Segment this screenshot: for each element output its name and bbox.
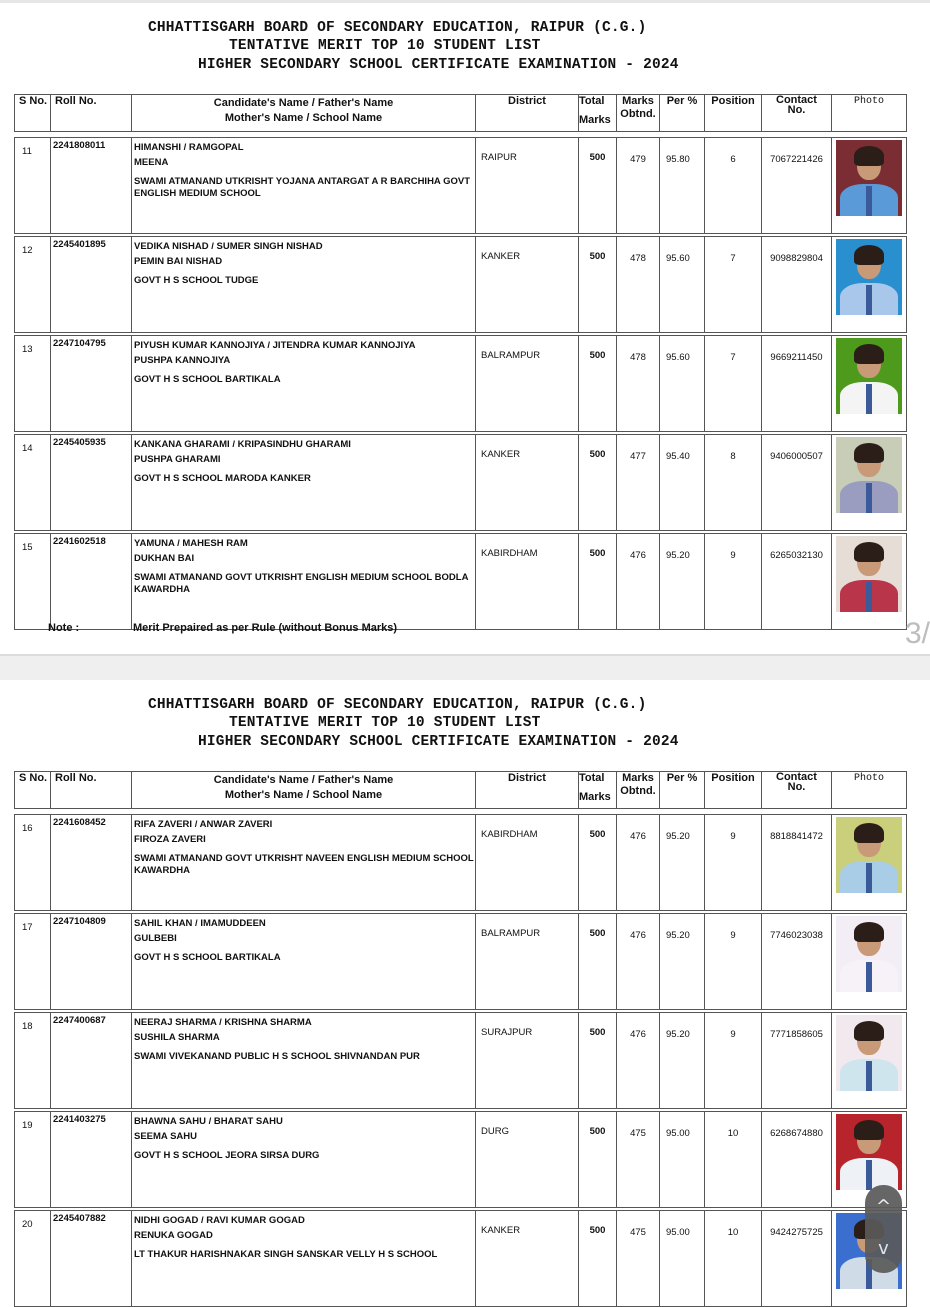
serial-number: 14 <box>15 435 51 531</box>
district: KANKER <box>476 1211 579 1307</box>
col-total-line2: Marks <box>579 791 611 803</box>
photo-tie <box>866 1160 872 1190</box>
photo-hair <box>854 922 884 942</box>
merit-table-page-1 <box>14 137 907 630</box>
district: SURAJPUR <box>476 1013 579 1109</box>
photo-cell <box>832 138 907 234</box>
page-separator <box>0 654 930 680</box>
chevron-up-icon[interactable]: ^ <box>875 1196 892 1217</box>
marks-obtained: 476 <box>617 914 660 1010</box>
serial-number: 17 <box>15 914 51 1010</box>
mother-name: GULBEBI <box>134 933 177 944</box>
percentage: 95.00 <box>660 1112 705 1208</box>
col-position: Position <box>705 772 762 809</box>
position: 7 <box>705 336 762 432</box>
school-name: GOVT H S SCHOOL TUDGE <box>134 275 259 286</box>
scroll-control[interactable] <box>865 1185 902 1273</box>
table-row <box>15 914 907 1010</box>
total-marks: 500 <box>579 1112 617 1208</box>
marks-obtained: 478 <box>617 336 660 432</box>
table-row <box>15 336 907 432</box>
total-marks: 500 <box>579 138 617 234</box>
contact-number: 7771858605 <box>762 1013 832 1109</box>
col-obtained-line1: Marks <box>622 772 654 784</box>
student-photo <box>836 536 902 612</box>
table-row <box>15 237 907 333</box>
school-name: SWAMI ATMANAND GOVT UTKRISHT NAVEEN ENGLISH MEDIUM SCHOOL KAWARDHA <box>134 853 474 876</box>
school-name: SWAMI VIVEKANAND PUBLIC H S SCHOOL SHIVNANDAN PUR <box>134 1051 420 1062</box>
candidate-details <box>132 914 476 1010</box>
photo-tie <box>866 384 872 414</box>
candidate-details <box>132 1112 476 1208</box>
roll-number: 2245405935 <box>51 435 132 531</box>
marks-obtained: 475 <box>617 1211 660 1307</box>
photo-hair <box>854 1021 884 1041</box>
contact-number: 8818841472 <box>762 815 832 911</box>
district: KANKER <box>476 435 579 531</box>
total-marks: 500 <box>579 435 617 531</box>
col-total-line1: Total <box>579 772 605 784</box>
candidate-details <box>132 1013 476 1109</box>
percentage: 95.60 <box>660 237 705 333</box>
position: 7 <box>705 237 762 333</box>
candidate-father-name: VEDIKA NISHAD / SUMER SINGH NISHAD <box>134 241 323 252</box>
photo-cell <box>832 336 907 432</box>
contact-number: 9098829804 <box>762 237 832 333</box>
photo-hair <box>854 443 884 463</box>
chevron-down-icon[interactable]: v <box>878 1238 889 1259</box>
list-title: TENTATIVE MERIT TOP 10 STUDENT LIST <box>229 715 541 731</box>
serial-number: 19 <box>15 1112 51 1208</box>
document-page-2 <box>0 680 930 1280</box>
school-name: LT THAKUR HARISHNAKAR SINGH SANSKAR VELLY H S SCHOOL <box>134 1249 438 1260</box>
board-title: CHHATTISGARH BOARD OF SECONDARY EDUCATION, RAIPUR (C.G.) <box>148 697 647 713</box>
candidate-details <box>132 138 476 234</box>
percentage: 95.20 <box>660 1013 705 1109</box>
school-name: GOVT H S SCHOOL BARTIKALA <box>134 952 281 963</box>
document-page-1 <box>0 3 930 654</box>
marks-obtained: 477 <box>617 435 660 531</box>
board-title: CHHATTISGARH BOARD OF SECONDARY EDUCATION, RAIPUR (C.G.) <box>148 20 647 36</box>
col-position: Position <box>705 95 762 132</box>
col-per: Per % <box>660 772 705 809</box>
col-contact <box>762 772 832 809</box>
total-marks: 500 <box>579 1211 617 1307</box>
photo-hair <box>854 146 884 166</box>
mother-name: MEENA <box>134 157 169 168</box>
table-row <box>15 1112 907 1208</box>
col-obtained-line1: Marks <box>622 95 654 107</box>
col-contact-line1: Contact <box>776 771 817 783</box>
table-row <box>15 1211 907 1307</box>
roll-number: 2241602518 <box>51 534 132 630</box>
contact-number: 7746023038 <box>762 914 832 1010</box>
note-label: Note : <box>48 622 80 634</box>
marks-obtained: 479 <box>617 138 660 234</box>
contact-number: 6265032130 <box>762 534 832 630</box>
serial-number: 13 <box>15 336 51 432</box>
student-photo <box>836 1015 902 1091</box>
position: 9 <box>705 815 762 911</box>
student-photo <box>836 338 902 414</box>
photo-cell <box>832 1013 907 1109</box>
district: BALRAMPUR <box>476 914 579 1010</box>
candidate-details <box>132 1211 476 1307</box>
school-name: GOVT H S SCHOOL JEORA SIRSA DURG <box>134 1150 320 1161</box>
col-per: Per % <box>660 95 705 132</box>
marks-obtained: 478 <box>617 237 660 333</box>
photo-tie <box>866 863 872 893</box>
col-photo: Photo <box>832 772 907 809</box>
col-total <box>579 95 617 132</box>
photo-tie <box>866 186 872 216</box>
table-row <box>15 435 907 531</box>
candidate-father-name: YAMUNA / MAHESH RAM <box>134 538 248 549</box>
total-marks: 500 <box>579 237 617 333</box>
district: KABIRDHAM <box>476 534 579 630</box>
serial-number: 16 <box>15 815 51 911</box>
student-photo <box>836 817 902 893</box>
district: DURG <box>476 1112 579 1208</box>
roll-number: 2241403275 <box>51 1112 132 1208</box>
col-total-line1: Total <box>579 95 605 107</box>
exam-title: HIGHER SECONDARY SCHOOL CERTIFICATE EXAMINATION - 2024 <box>198 734 679 750</box>
serial-number: 15 <box>15 534 51 630</box>
marks-obtained: 476 <box>617 1013 660 1109</box>
district: KABIRDHAM <box>476 815 579 911</box>
contact-number: 9406000507 <box>762 435 832 531</box>
table-row <box>15 138 907 234</box>
col-contact-line1: Contact <box>776 94 817 106</box>
student-photo <box>836 140 902 216</box>
marks-obtained: 475 <box>617 1112 660 1208</box>
photo-hair <box>854 245 884 265</box>
roll-number: 2245401895 <box>51 237 132 333</box>
col-total <box>579 772 617 809</box>
candidate-father-name: NIDHI GOGAD / RAVI KUMAR GOGAD <box>134 1215 305 1226</box>
photo-tie <box>866 285 872 315</box>
col-name-line1: Candidate's Name / Father's Name <box>213 97 394 109</box>
percentage: 95.40 <box>660 435 705 531</box>
mother-name: PUSHPA KANNOJIYA <box>134 355 231 366</box>
total-marks: 500 <box>579 815 617 911</box>
marks-obtained: 476 <box>617 815 660 911</box>
candidate-father-name: RIFA ZAVERI / ANWAR ZAVERI <box>134 819 273 830</box>
page-indicator: 3/ <box>905 617 930 650</box>
roll-number: 2245407882 <box>51 1211 132 1307</box>
col-obtained <box>617 95 660 132</box>
mother-name: SUSHILA SHARMA <box>134 1032 220 1043</box>
school-name: SWAMI ATMANAND GOVT UTKRISHT ENGLISH MEDIUM SCHOOL BODLA KAWARDHA <box>134 572 469 595</box>
total-marks: 500 <box>579 914 617 1010</box>
student-photo <box>836 916 902 992</box>
photo-cell <box>832 237 907 333</box>
col-photo: Photo <box>832 95 907 132</box>
candidate-details <box>132 336 476 432</box>
percentage: 95.00 <box>660 1211 705 1307</box>
photo-cell <box>832 534 907 630</box>
photo-tie <box>866 962 872 992</box>
candidate-father-name: SAHIL KHAN / IMAMUDDEEN <box>134 918 266 929</box>
total-marks: 500 <box>579 1013 617 1109</box>
mother-name: PEMIN BAI NISHAD <box>134 256 223 267</box>
mother-name: FIROZA ZAVERI <box>134 834 206 845</box>
candidate-father-name: NEERAJ SHARMA / KRISHNA SHARMA <box>134 1017 312 1028</box>
col-obtained <box>617 772 660 809</box>
col-obtained-line2: Obtnd. <box>620 108 656 120</box>
student-photo <box>836 1114 902 1190</box>
contact-number: 9424275725 <box>762 1211 832 1307</box>
col-roll: Roll No. <box>51 772 132 809</box>
candidate-details <box>132 534 476 630</box>
position: 8 <box>705 435 762 531</box>
photo-cell <box>832 435 907 531</box>
photo-hair <box>854 823 884 843</box>
position: 10 <box>705 1112 762 1208</box>
candidate-father-name: BHAWNA SAHU / BHARAT SAHU <box>134 1116 283 1127</box>
district: BALRAMPUR <box>476 336 579 432</box>
col-sno: S No. <box>15 95 51 132</box>
table-header <box>14 94 907 132</box>
photo-hair <box>854 344 884 364</box>
position: 10 <box>705 1211 762 1307</box>
serial-number: 18 <box>15 1013 51 1109</box>
roll-number: 2247104795 <box>51 336 132 432</box>
candidate-details <box>132 815 476 911</box>
photo-cell <box>832 815 907 911</box>
col-name-line2: Mother's Name / School Name <box>224 789 383 801</box>
position: 9 <box>705 534 762 630</box>
roll-number: 2241808011 <box>51 138 132 234</box>
mother-name: RENUKA GOGAD <box>134 1230 213 1241</box>
marks-obtained: 476 <box>617 534 660 630</box>
table-header <box>14 771 907 809</box>
col-contact-line2: No. <box>787 781 806 793</box>
merit-table-page-2 <box>14 814 907 1307</box>
col-name <box>132 772 476 809</box>
serial-number: 20 <box>15 1211 51 1307</box>
position: 9 <box>705 1013 762 1109</box>
col-contact-line2: No. <box>787 104 806 116</box>
roll-number: 2247400687 <box>51 1013 132 1109</box>
list-title: TENTATIVE MERIT TOP 10 STUDENT LIST <box>229 38 541 54</box>
total-marks: 500 <box>579 336 617 432</box>
col-name <box>132 95 476 132</box>
mother-name: DUKHAN BAI <box>134 553 195 564</box>
col-name-line1: Candidate's Name / Father's Name <box>213 774 394 786</box>
total-marks: 500 <box>579 534 617 630</box>
photo-cell <box>832 914 907 1010</box>
col-name-line2: Mother's Name / School Name <box>224 112 383 124</box>
col-obtained-line2: Obtnd. <box>620 785 656 797</box>
col-district: District <box>476 95 579 132</box>
serial-number: 11 <box>15 138 51 234</box>
col-roll: Roll No. <box>51 95 132 132</box>
percentage: 95.20 <box>660 914 705 1010</box>
candidate-father-name: PIYUSH KUMAR KANNOJIYA / JITENDRA KUMAR KANNOJIYA <box>134 340 416 351</box>
school-name: SWAMI ATMANAND UTKRISHT YOJANA ANTARGAT A R BARCHIHA GOVT ENGLISH MEDIUM SCHOOL <box>134 176 471 199</box>
table-row <box>15 534 907 630</box>
school-name: GOVT H S SCHOOL MARODA KANKER <box>134 473 311 484</box>
contact-number: 6268674880 <box>762 1112 832 1208</box>
mother-name: SEEMA SAHU <box>134 1131 197 1142</box>
district: RAIPUR <box>476 138 579 234</box>
mother-name: PUSHPA GHARAMI <box>134 454 221 465</box>
roll-number: 2247104809 <box>51 914 132 1010</box>
photo-hair <box>854 542 884 562</box>
candidate-father-name: HIMANSHI / RAMGOPAL <box>134 142 244 153</box>
student-photo <box>836 437 902 513</box>
note-text: Merit Prepaired as per Rule (without Bonus Marks) <box>133 622 398 634</box>
contact-number: 9669211450 <box>762 336 832 432</box>
percentage: 95.60 <box>660 336 705 432</box>
photo-tie <box>866 582 872 612</box>
candidate-details <box>132 435 476 531</box>
position: 6 <box>705 138 762 234</box>
position: 9 <box>705 914 762 1010</box>
table-row <box>15 1013 907 1109</box>
roll-number: 2241608452 <box>51 815 132 911</box>
student-photo <box>836 239 902 315</box>
percentage: 95.20 <box>660 534 705 630</box>
candidate-father-name: KANKANA GHARAMI / KRIPASINDHU GHARAMI <box>134 439 351 450</box>
col-sno: S No. <box>15 772 51 809</box>
percentage: 95.20 <box>660 815 705 911</box>
contact-number: 7067221426 <box>762 138 832 234</box>
col-total-line2: Marks <box>579 114 611 126</box>
col-district: District <box>476 772 579 809</box>
candidate-details <box>132 237 476 333</box>
photo-hair <box>854 1120 884 1140</box>
school-name: GOVT H S SCHOOL BARTIKALA <box>134 374 281 385</box>
table-row <box>15 815 907 911</box>
percentage: 95.80 <box>660 138 705 234</box>
photo-tie <box>866 483 872 513</box>
district: KANKER <box>476 237 579 333</box>
exam-title: HIGHER SECONDARY SCHOOL CERTIFICATE EXAMINATION - 2024 <box>198 57 679 73</box>
col-contact <box>762 95 832 132</box>
photo-tie <box>866 1061 872 1091</box>
serial-number: 12 <box>15 237 51 333</box>
